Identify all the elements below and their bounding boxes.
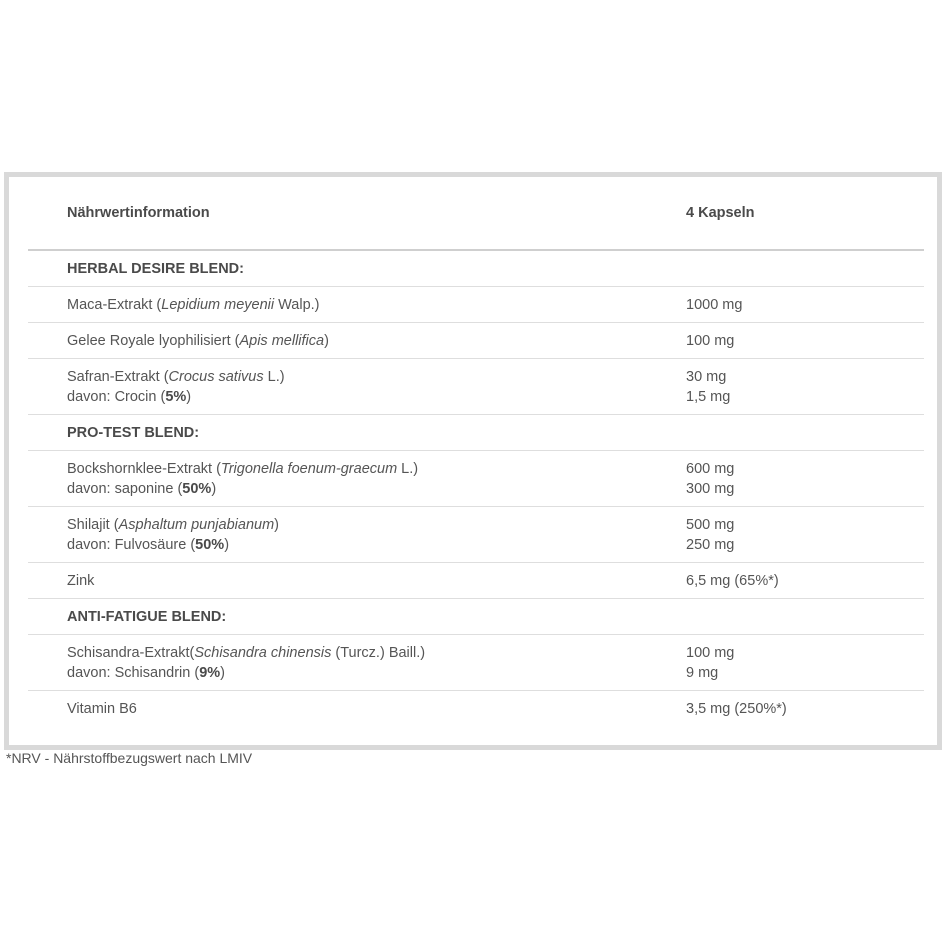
- section-title: ANTI-FATIGUE BLEND:: [28, 599, 924, 635]
- sub-ingredient-amount: 1,5 mg: [686, 388, 731, 405]
- table-header-row: [28, 177, 924, 250]
- ingredient-name: Maca-Extrakt (Lepidium meyenii Walp.): [28, 287, 647, 323]
- latin-name: Trigonella foenum-graecum: [220, 460, 398, 477]
- ingredient-amount: 600 mg 300 mg: [647, 451, 924, 507]
- table-row: [28, 691, 924, 728]
- ingredient-amount: 3,5 mg (250%*): [686, 701, 787, 717]
- ingredient-amount: 6,5 mg (65%*): [647, 563, 924, 599]
- table-row: [28, 323, 924, 359]
- section-row: [28, 599, 924, 635]
- header-label: Nährwertinformation: [28, 177, 647, 250]
- ingredient-amount: 30 mg 1,5 mg: [647, 359, 924, 415]
- table-row: [28, 287, 924, 323]
- ingredient-amount: 500 mg 250 mg: [647, 507, 924, 563]
- ingredient-amount: 100 mg: [647, 323, 924, 359]
- ingredient-name: Shilajit (Asphaltum punjabianum) davon: Fulvosäure (50%): [28, 507, 647, 563]
- section-row: [28, 250, 924, 287]
- ingredient-name: Zink: [28, 563, 647, 599]
- table-row: [28, 359, 924, 415]
- ingredient-amount: 1000 mg: [647, 287, 924, 323]
- ingredient-name: Gelee Royale lyophilisiert (Apis mellifica): [28, 323, 647, 359]
- table-row: [28, 635, 924, 691]
- latin-name: Schisandra chinensis: [194, 644, 332, 661]
- sub-ingredient-amount: 9 mg: [686, 664, 719, 681]
- ingredient-name: Vitamin B6: [67, 701, 137, 717]
- table-row: [28, 507, 924, 563]
- ingredient-amount: 100 mg 9 mg: [647, 635, 924, 691]
- sub-ingredient-name: davon: Fulvosäure (50%): [67, 536, 230, 553]
- latin-name: Asphaltum punjabianum: [118, 516, 275, 533]
- ingredient-name: Schisandra-Extrakt(Schisandra chinensis (Turcz.) Baill.) davon: Schisandrin (9%): [28, 635, 647, 691]
- latin-name: Lepidium meyenii: [161, 296, 275, 313]
- sub-ingredient-amount: 250 mg: [686, 536, 735, 553]
- sub-ingredient-amount: 300 mg: [686, 480, 735, 497]
- ingredient-name: Bockshornklee-Extrakt (Trigonella foenum-graecum L.) davon: saponine (50%): [28, 451, 647, 507]
- table-row: [28, 451, 924, 507]
- sub-ingredient-name: davon: Schisandrin (9%): [67, 664, 225, 681]
- nutrition-table-frame: [4, 172, 942, 750]
- section-title: PRO-TEST BLEND:: [28, 415, 924, 451]
- section-title: HERBAL DESIRE BLEND:: [28, 250, 924, 287]
- header-amount: 4 Kapseln: [647, 177, 924, 250]
- nutrition-table: [28, 177, 924, 727]
- sub-ingredient-name: davon: saponine (50%): [67, 480, 217, 497]
- sub-ingredient-name: davon: Crocin (5%): [67, 388, 192, 405]
- nrv-footnote: *NRV - Nährstoffbezugswert nach LMIV: [6, 750, 253, 766]
- ingredient-name: Safran-Extrakt (Crocus sativus L.) davon: Crocin (5%): [28, 359, 647, 415]
- table-row: [28, 563, 924, 599]
- latin-name: Crocus sativus: [168, 368, 264, 385]
- section-row: [28, 415, 924, 451]
- latin-name: Apis mellifica: [239, 332, 325, 349]
